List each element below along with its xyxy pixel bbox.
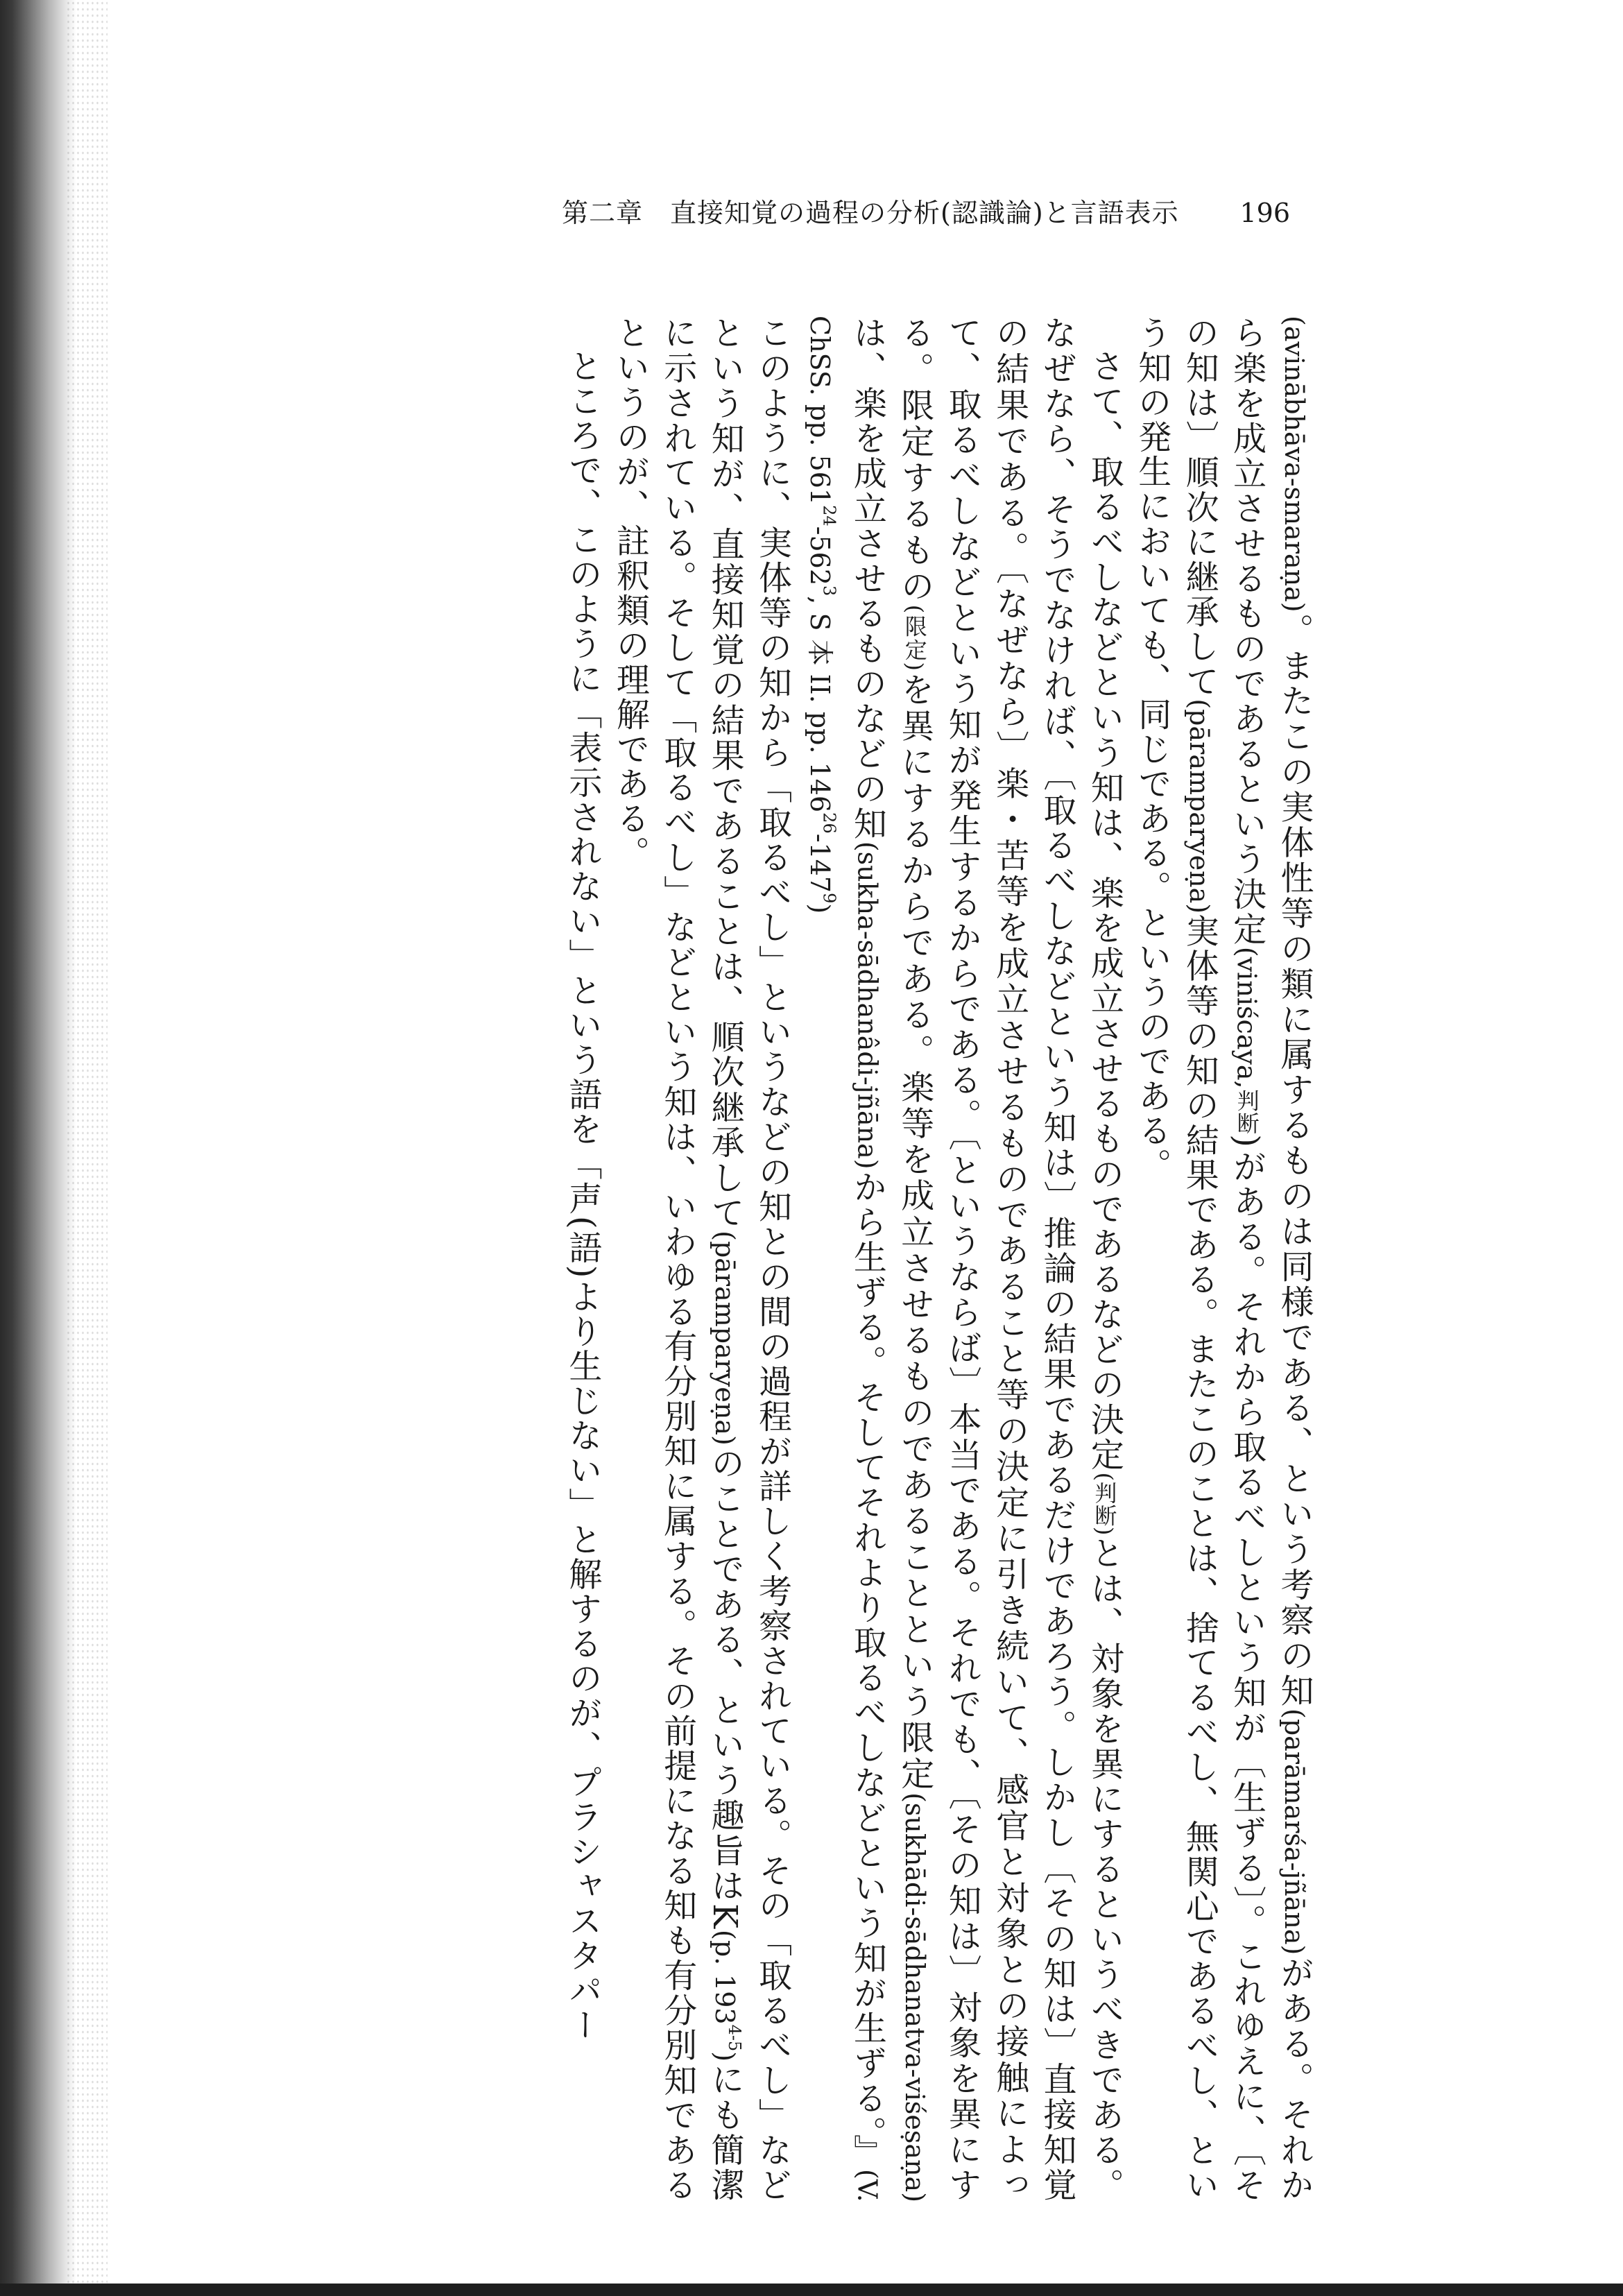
gloss-note: 判断 (1233, 1088, 1260, 1135)
citation (710, 1930, 744, 2062)
citation-part: , S 本 II. pp. 146 (804, 596, 835, 813)
citation-part: ) (804, 903, 835, 914)
body-text (215, 316, 1318, 2202)
citation-sup: 9 (819, 893, 839, 904)
chapter-title: 第二章 直接知覚の過程の分析(認識論)と言語表示 (562, 198, 1179, 228)
text-run: ところで、このように「表示されない」という語を「声(語)より生じない」と解するのが、プラシャスタパー (563, 349, 602, 2043)
romanized-term: (sukhādi-sādhanatva-viśeṣaṇa) (899, 1792, 930, 2202)
text-run: とは、対象を異にするというべきである。なぜなら、そうでなければ、〔取るべしなどという知は〕推論の結果であるだけであろう。しかし〔その知は〕直接知覚の結果である。〔なぜなら〕楽・苦等を成立させるものであること等の決定に引き続いて、感官と対象との接触によって、取るべしなどという知が発生するからである。〔というならば〕本当である。それでも、〔その知は〕対象を異にする。限定するもの (895, 316, 1124, 2202)
citation-part: ) (710, 2051, 741, 2062)
romanized-term: (avinābhāva-smaraṇa) (1279, 316, 1309, 612)
gloss-note: (判断) (1091, 1472, 1118, 1536)
paragraph (606, 316, 796, 2202)
text-run: は、楽を成立させるものなどの知 (848, 316, 887, 841)
paragraph (796, 316, 1128, 2202)
scan-shadow-edge (0, 0, 76, 2296)
romanized-term: (pāramparyeṇa) (1184, 699, 1215, 914)
paragraph (559, 316, 606, 2202)
running-header (562, 196, 1290, 230)
romanized-term: (sukha-sādhanâdi-jñāna) (852, 841, 883, 1170)
romanized-term: (pāramparyeṇa) (710, 1231, 741, 1446)
text-run: このように、実体等の知から「取るべし」というなどの知との間の過程が詳しく考察されている。その「取るべし」などという知が、直接知覚の結果であることは、順次継承して (705, 316, 792, 2202)
citation-sup: 24 (819, 505, 839, 526)
text-run: から生ずる。そしてそれより取るべしなどという知が生ずる。』 (848, 1169, 887, 2170)
citation-sup: 26 (819, 812, 839, 834)
text-run: 。またこの実体性等の類に属するものは同様である、という考察の知 (1275, 612, 1314, 1709)
citation-sup: 3 (819, 585, 839, 597)
gloss-note: (限定) (901, 604, 928, 671)
text-run: にも簡潔に示されている。そして「取るべし」などという知は、いわゆる有分別知に属する。その前提になる知も有分別知であるというのが、註釈類の理解である。 (610, 316, 745, 2202)
romanized-term: (viniścaya, (1231, 946, 1262, 1089)
romanized-term: (parāmarśa-jñāna) (1279, 1708, 1309, 1955)
citation-part: -562 (804, 526, 835, 586)
scan-bottom-edge (0, 2284, 1623, 2296)
text-run: )がある。それから取るべしという知が〔生ずる〕。これゆえに、〔その知は〕順次に継承して (1180, 316, 1266, 2202)
paragraph (1128, 316, 1318, 2202)
citation-part: (V. ChSS. pp. 561 (804, 316, 883, 2202)
citation-part: (p. 193 (710, 1930, 741, 2025)
text-run: さて、取るべしなどという知は、楽を成立させるものであるなどの決定 (1085, 349, 1124, 1473)
citation-part: -147 (804, 833, 835, 893)
scan-speckle (66, 0, 108, 2296)
text-run: のことである、という趣旨はK (705, 1445, 745, 1930)
text-run: を異にするからである。楽等を成立させるものであることという限定 (895, 671, 934, 1793)
citation-sup: 4-5 (724, 2024, 744, 2052)
page-number: 196 (1239, 198, 1290, 228)
text-run: がある。それから楽を成立させるものであるという決定 (1227, 316, 1314, 2202)
text-run: 実体等の知の結果である。またこのことは、捨てるべし、無関心であるべし、という知の発生においても、同じである。というのである。 (1132, 316, 1219, 2202)
